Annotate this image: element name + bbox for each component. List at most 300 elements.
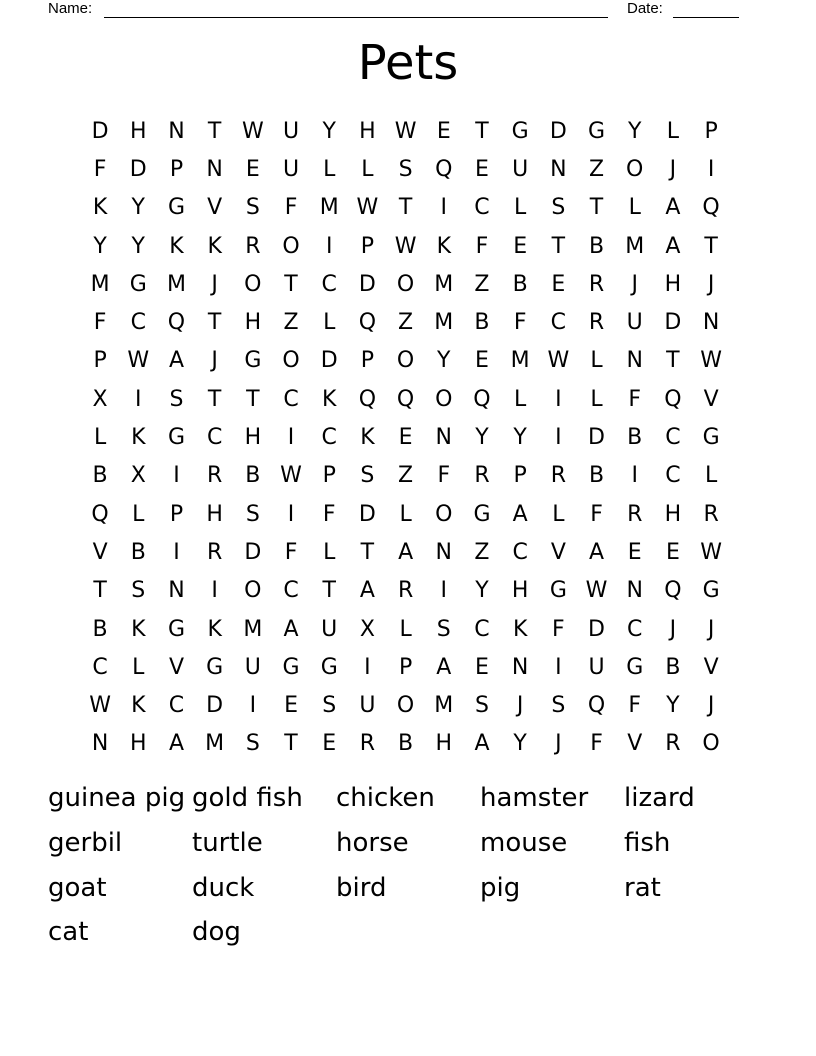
grid-letter: O xyxy=(435,386,453,412)
grid-letter: F xyxy=(284,195,298,221)
grid-letter: B xyxy=(665,654,681,680)
grid-letter: E xyxy=(627,539,642,565)
grid-letter: E xyxy=(284,693,298,719)
grid-letter: J xyxy=(211,348,218,374)
grid-letter: W xyxy=(280,463,302,489)
grid-letter: R xyxy=(359,731,376,757)
grid-letter: I xyxy=(135,386,142,412)
grid-letter: I xyxy=(211,578,218,604)
grid-letter: L xyxy=(399,616,412,642)
grid-letter: V xyxy=(550,539,566,565)
grid-letter: J xyxy=(707,271,715,297)
grid-letter: B xyxy=(512,271,528,297)
grid-letter: M xyxy=(243,616,263,642)
grid-letter: C xyxy=(474,195,490,221)
grid-letter: R xyxy=(665,731,681,757)
grid-letter: T xyxy=(398,195,413,221)
word-bank-item: guinea pig xyxy=(48,783,186,814)
grid-letter: K xyxy=(131,425,146,451)
grid-letter: C xyxy=(168,693,185,719)
grid-letter: I xyxy=(555,654,562,680)
word-bank xyxy=(48,776,768,955)
grid-letter: V xyxy=(703,386,719,412)
grid-letter: V xyxy=(168,654,184,680)
grid-letter: A xyxy=(283,616,299,642)
grid-letter: K xyxy=(360,425,375,451)
grid-letter: V xyxy=(703,654,719,680)
grid-letter: H xyxy=(244,425,262,451)
grid-letter: N xyxy=(626,348,643,374)
grid-row xyxy=(81,227,730,265)
page-title: Pets xyxy=(357,35,459,91)
grid-letter: S xyxy=(398,156,413,182)
grid-letter: P xyxy=(169,156,184,182)
grid-letter: E xyxy=(665,539,680,565)
grid-letter: J xyxy=(555,731,562,757)
grid-letter: Y xyxy=(437,348,451,374)
grid-letter: T xyxy=(475,118,489,144)
grid-letter: D xyxy=(129,156,147,182)
grid-letter: P xyxy=(93,348,107,374)
grid-letter: M xyxy=(434,310,454,336)
grid-letter: F xyxy=(513,310,527,336)
grid-letter: T xyxy=(704,233,718,259)
grid-letter: T xyxy=(246,386,260,412)
grid-letter: U xyxy=(626,310,643,336)
grid-letter: W xyxy=(394,233,417,259)
grid-letter: W xyxy=(700,539,722,565)
word-bank-item: hamster xyxy=(480,783,589,814)
grid-letter: O xyxy=(396,348,415,374)
date-label: Date: xyxy=(627,0,663,17)
grid-letter: Q xyxy=(91,501,109,527)
grid-letter: L xyxy=(132,654,145,680)
grid-letter: D xyxy=(664,310,682,336)
grid-letter: V xyxy=(207,195,223,221)
grid-letter: B xyxy=(627,425,643,451)
grid-letter: S xyxy=(245,501,260,527)
grid-letter: L xyxy=(666,118,680,144)
grid-letter: L xyxy=(323,156,336,182)
grid-letter: E xyxy=(475,348,489,374)
grid-row xyxy=(81,189,730,227)
grid-letter: Y xyxy=(322,118,336,144)
grid-letter: A xyxy=(474,731,490,757)
grid-row xyxy=(81,150,730,188)
grid-letter: M xyxy=(510,348,530,374)
grid-letter: P xyxy=(398,654,413,680)
grid-letter: A xyxy=(398,539,414,565)
grid-letter: G xyxy=(167,195,185,221)
grid-letter: F xyxy=(93,156,107,182)
grid-letter: K xyxy=(169,233,184,259)
grid-letter: K xyxy=(131,693,146,719)
grid-letter: S xyxy=(245,195,260,221)
grid-row xyxy=(81,495,730,533)
grid-letter: A xyxy=(168,731,184,757)
grid-letter: Y xyxy=(475,425,489,451)
grid-letter: H xyxy=(435,731,453,757)
grid-letter: D xyxy=(588,425,605,451)
grid-letter: P xyxy=(513,463,527,489)
grid-letter: B xyxy=(92,616,108,642)
grid-letter: H xyxy=(244,310,262,336)
grid-letter: D xyxy=(206,693,224,719)
grid-letter: B xyxy=(245,463,261,489)
grid-letter: E xyxy=(322,731,337,757)
grid-letter: J xyxy=(707,616,715,642)
grid-letter: W xyxy=(356,195,379,221)
grid-row xyxy=(81,725,730,763)
grid-letter: U xyxy=(282,156,300,182)
grid-letter: W xyxy=(700,348,722,374)
grid-letter: L xyxy=(704,463,718,489)
word-bank-item: duck xyxy=(192,872,255,903)
grid-letter: Z xyxy=(588,156,605,182)
grid-letter: O xyxy=(244,271,262,297)
grid-letter: C xyxy=(474,616,490,642)
grid-letter: Q xyxy=(702,195,720,221)
grid-letter: G xyxy=(244,348,262,374)
grid-letter: Q xyxy=(358,386,377,412)
grid-letter: P xyxy=(322,463,336,489)
grid-row xyxy=(81,533,730,571)
grid-row xyxy=(81,648,730,686)
grid-letter: F xyxy=(93,310,107,336)
grid-letter: G xyxy=(320,654,338,680)
grid-letter: I xyxy=(440,578,448,604)
grid-letter: T xyxy=(284,731,298,757)
grid-letter: O xyxy=(282,233,300,259)
grid-letter: B xyxy=(130,539,146,565)
grid-letter: D xyxy=(358,271,376,297)
grid-letter: F xyxy=(475,233,489,259)
grid-letter: O xyxy=(702,731,720,757)
grid-letter: H xyxy=(130,731,147,757)
grid-letter: I xyxy=(325,233,333,259)
grid-letter: N xyxy=(511,654,529,680)
grid-letter: D xyxy=(91,118,109,144)
grid-letter: I xyxy=(287,501,295,527)
grid-letter: U xyxy=(244,654,261,680)
grid-letter: C xyxy=(130,310,146,336)
grid-letter: V xyxy=(92,539,108,565)
grid-letter: C xyxy=(321,271,337,297)
grid-letter: E xyxy=(398,425,413,451)
grid-letter: D xyxy=(549,118,567,144)
grid-letter: I xyxy=(555,425,562,451)
grid-letter: I xyxy=(173,539,180,565)
grid-letter: L xyxy=(590,386,603,412)
grid-letter: J xyxy=(516,693,524,719)
worksheet-header xyxy=(0,0,816,20)
grid-letter: T xyxy=(360,539,375,565)
word-bank-item: fish xyxy=(624,828,671,859)
grid-letter: Y xyxy=(131,195,145,221)
grid-letter: H xyxy=(511,578,529,604)
grid-letter: Y xyxy=(666,693,680,719)
grid-letter: G xyxy=(282,654,300,680)
grid-row xyxy=(81,686,730,724)
grid-letter: R xyxy=(588,271,605,297)
grid-letter: I xyxy=(249,693,257,719)
grid-letter: B xyxy=(474,310,490,336)
grid-letter: P xyxy=(704,118,718,144)
grid-letter: F xyxy=(552,616,565,642)
grid-letter: D xyxy=(244,539,262,565)
grid-letter: I xyxy=(555,386,562,412)
grid-letter: C xyxy=(321,425,337,451)
grid-letter: S xyxy=(436,616,451,642)
grid-letter: M xyxy=(166,271,186,297)
grid-letter: O xyxy=(396,271,415,297)
name-label: Name: xyxy=(48,0,93,17)
grid-letter: L xyxy=(323,539,336,565)
grid-letter: U xyxy=(588,654,605,680)
grid-letter: R xyxy=(207,539,223,565)
grid-letter: B xyxy=(398,731,414,757)
grid-letter: C xyxy=(92,654,108,680)
word-bank-item: rat xyxy=(624,872,661,903)
grid-letter: S xyxy=(322,693,337,719)
grid-letter: R xyxy=(397,578,414,604)
grid-letter: R xyxy=(207,463,223,489)
grid-letter: F xyxy=(322,501,336,527)
grid-letter: F xyxy=(628,386,642,412)
grid-letter: C xyxy=(283,386,299,412)
grid-letter: G xyxy=(206,654,224,680)
grid-letter: Z xyxy=(283,310,299,336)
grid-letter: X xyxy=(359,616,375,642)
grid-letter: Z xyxy=(398,463,414,489)
grid-letter: S xyxy=(551,693,566,719)
word-bank-item: turtle xyxy=(192,828,263,859)
word-bank-item: cat xyxy=(48,917,89,948)
grid-letter: Y xyxy=(513,731,527,757)
grid-letter: D xyxy=(358,501,376,527)
grid-letter: Y xyxy=(131,233,145,259)
grid-letter: U xyxy=(321,616,338,642)
grid-letter: M xyxy=(625,233,645,259)
grid-letter: M xyxy=(90,271,110,297)
grid-letter: Q xyxy=(396,386,415,412)
grid-letter: I xyxy=(631,463,638,489)
grid-letter: G xyxy=(511,118,529,144)
grid-row xyxy=(81,572,730,610)
word-bank-item: mouse xyxy=(480,828,568,859)
grid-letter: H xyxy=(206,501,223,527)
grid-letter: F xyxy=(628,693,642,719)
grid-letter: R xyxy=(474,463,490,489)
grid-letter: G xyxy=(167,616,185,642)
word-bank-item: dog xyxy=(192,917,241,948)
grid-letter: K xyxy=(207,616,222,642)
grid-letter: L xyxy=(590,348,603,374)
grid-letter: Q xyxy=(473,386,491,412)
grid-letter: L xyxy=(132,501,145,527)
grid-letter: I xyxy=(173,463,180,489)
grid-letter: G xyxy=(167,425,185,451)
grid-row xyxy=(81,380,730,418)
grid-letter: K xyxy=(436,233,451,259)
grid-letter: A xyxy=(665,233,681,259)
grid-letter: W xyxy=(127,348,150,374)
grid-letter: G xyxy=(588,118,606,144)
grid-letter: S xyxy=(551,195,566,221)
grid-letter: E xyxy=(436,118,451,144)
grid-letter: G xyxy=(702,578,720,604)
grid-letter: O xyxy=(626,156,644,182)
grid-letter: C xyxy=(627,616,643,642)
grid-letter: S xyxy=(131,578,146,604)
grid-letter: Y xyxy=(93,233,107,259)
grid-letter: S xyxy=(169,386,184,412)
grid-letter: D xyxy=(588,616,605,642)
grid-letter: L xyxy=(628,195,641,221)
grid-letter: E xyxy=(245,156,260,182)
grid-letter: S xyxy=(474,693,489,719)
grid-letter: A xyxy=(359,578,375,604)
grid-letter: W xyxy=(241,118,264,144)
grid-letter: U xyxy=(512,156,529,182)
grid-letter: Q xyxy=(167,310,186,336)
word-bank-item: bird xyxy=(336,872,387,903)
grid-letter: L xyxy=(514,195,527,221)
grid-letter: E xyxy=(551,271,566,297)
grid-letter: Y xyxy=(627,118,642,144)
grid-row xyxy=(81,418,730,456)
grid-letter: H xyxy=(359,118,376,144)
grid-letter: T xyxy=(551,233,566,259)
grid-letter: C xyxy=(550,310,567,336)
grid-letter: Q xyxy=(435,156,453,182)
grid-letter: R xyxy=(588,310,605,336)
grid-letter: T xyxy=(207,118,222,144)
grid-letter: V xyxy=(627,731,643,757)
grid-letter: J xyxy=(707,693,715,719)
grid-letter: U xyxy=(359,693,376,719)
grid-letter: P xyxy=(169,501,184,527)
grid-letter: A xyxy=(665,195,681,221)
grid-letter: L xyxy=(399,501,412,527)
grid-letter: H xyxy=(664,271,682,297)
grid-letter: R xyxy=(627,501,643,527)
grid-letter: U xyxy=(282,118,300,144)
word-bank-item: horse xyxy=(336,828,409,859)
grid-letter: N xyxy=(91,731,109,757)
grid-letter: M xyxy=(434,693,454,719)
grid-letter: B xyxy=(588,233,605,259)
grid-letter: W xyxy=(394,118,417,144)
grid-letter: W xyxy=(89,693,111,719)
grid-letter: W xyxy=(585,578,608,604)
grid-letter: F xyxy=(284,539,298,565)
grid-letter: M xyxy=(434,271,454,297)
grid-letter: T xyxy=(666,348,680,374)
grid-letter: C xyxy=(206,425,223,451)
grid-letter: T xyxy=(284,271,298,297)
grid-letter: B xyxy=(92,463,108,489)
grid-letter: K xyxy=(207,233,222,259)
grid-letter: J xyxy=(631,271,638,297)
grid-letter: G xyxy=(702,425,720,451)
grid-letter: Z xyxy=(474,271,490,297)
grid-letter: L xyxy=(552,501,565,527)
grid-letter: A xyxy=(589,539,605,565)
grid-letter: A xyxy=(168,348,184,374)
grid-letter: G xyxy=(129,271,147,297)
grid-letter: D xyxy=(320,348,338,374)
grid-letter: I xyxy=(440,195,448,221)
grid-letter: C xyxy=(665,425,681,451)
grid-letter: T xyxy=(93,578,107,604)
grid-letter: I xyxy=(364,654,371,680)
word-bank-item: chicken xyxy=(336,783,435,814)
grid-letter: M xyxy=(205,731,225,757)
letter-grid xyxy=(81,112,730,763)
grid-letter: K xyxy=(131,616,146,642)
grid-letter: R xyxy=(703,501,719,527)
grid-letter: E xyxy=(475,156,489,182)
grid-letter: I xyxy=(707,156,715,182)
grid-letter: R xyxy=(550,463,566,489)
grid-letter: J xyxy=(211,271,218,297)
grid-letter: T xyxy=(589,195,604,221)
grid-letter: Q xyxy=(664,578,682,604)
grid-row xyxy=(81,342,730,380)
grid-letter: G xyxy=(549,578,567,604)
grid-letter: F xyxy=(590,501,603,527)
grid-letter: C xyxy=(283,578,299,604)
grid-letter: N xyxy=(626,578,643,604)
grid-letter: G xyxy=(626,654,644,680)
grid-letter: N xyxy=(550,156,567,182)
grid-letter: N xyxy=(702,310,720,336)
grid-row xyxy=(81,610,730,648)
grid-letter: T xyxy=(207,310,222,336)
grid-letter: Y xyxy=(513,425,527,451)
grid-letter: E xyxy=(475,654,489,680)
grid-letter: P xyxy=(360,233,375,259)
grid-row xyxy=(81,303,730,341)
grid-letter: S xyxy=(360,463,375,489)
grid-letter: F xyxy=(590,731,603,757)
grid-letter: Y xyxy=(475,578,489,604)
grid-letter: N xyxy=(168,118,185,144)
grid-letter: J xyxy=(669,156,677,182)
date-blank-line xyxy=(673,17,739,18)
word-bank-item: gerbil xyxy=(48,828,123,859)
grid-letter: W xyxy=(547,348,570,374)
grid-letter: N xyxy=(206,156,223,182)
grid-letter: L xyxy=(93,425,107,451)
word-bank-item: goat xyxy=(48,872,107,903)
grid-letter: L xyxy=(514,386,527,412)
grid-letter: P xyxy=(360,348,375,374)
grid-letter: N xyxy=(435,425,453,451)
grid-letter: K xyxy=(512,616,528,642)
grid-letter: X xyxy=(92,386,108,412)
grid-letter: K xyxy=(92,195,108,221)
grid-letter: R xyxy=(245,233,261,259)
grid-letter: H xyxy=(130,118,147,144)
grid-letter: I xyxy=(287,425,295,451)
word-bank-item: lizard xyxy=(624,783,695,814)
grid-letter: O xyxy=(282,348,300,374)
grid-letter: T xyxy=(207,386,222,412)
grid-letter: Q xyxy=(358,310,377,336)
grid-letter: C xyxy=(665,463,681,489)
